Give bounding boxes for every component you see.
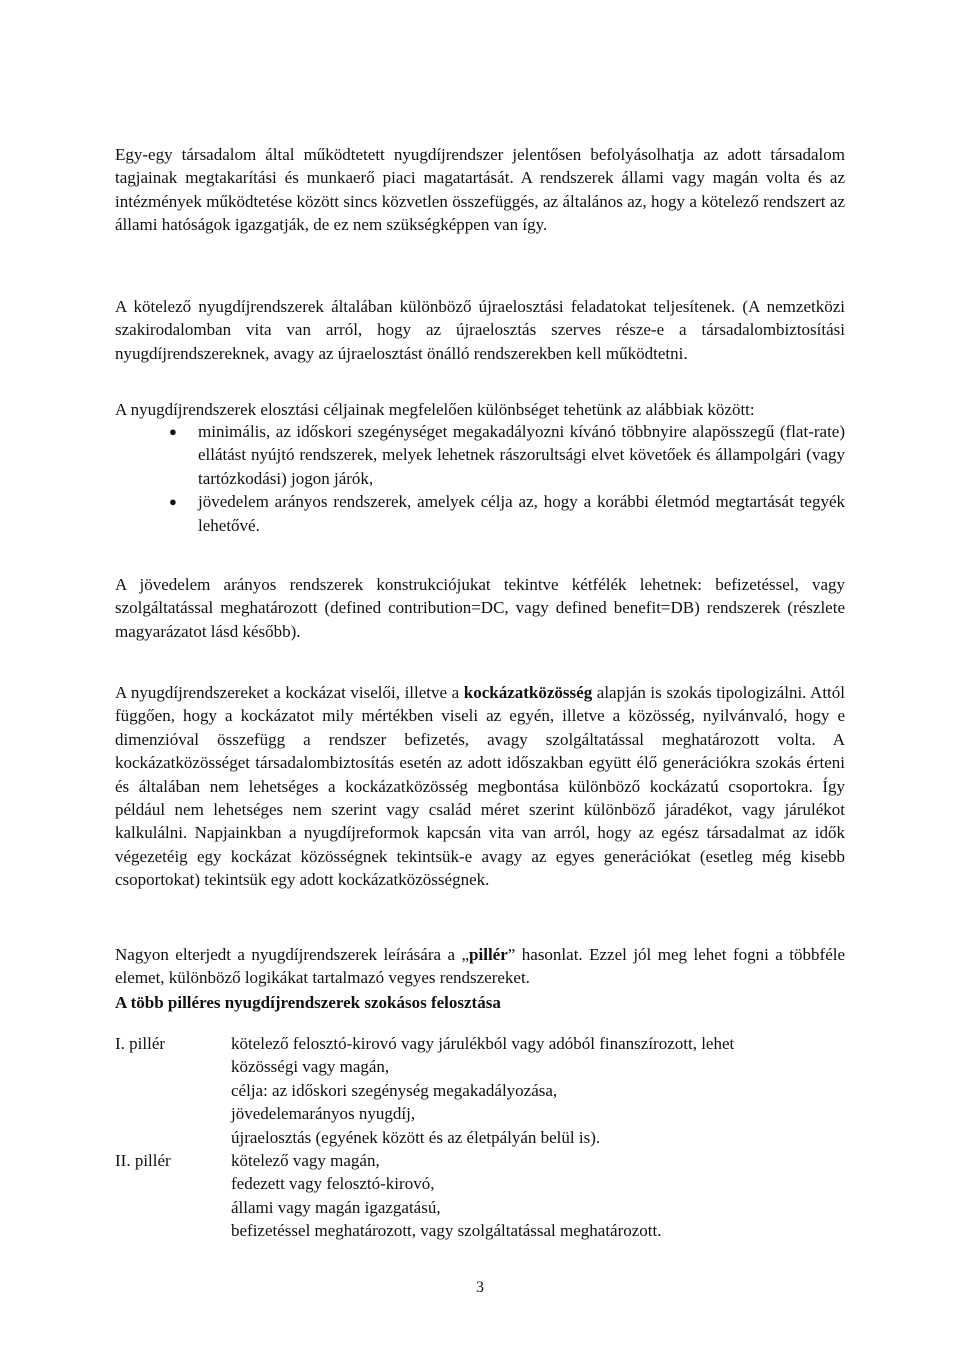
pillar-item-1: [115, 1032, 855, 1149]
bullet-text: jövedelem arányos rendszerek, amelyek célja az, hogy a korábbi életmód megtartását tegyék lehetővé.: [198, 492, 845, 535]
pillar-line: állami vagy magán igazgatású,: [231, 1197, 441, 1217]
pillar-line: jövedelemarányos nyugdíj,: [231, 1104, 416, 1124]
section-heading: A több pilléres nyugdíjrendszerek szokásos felosztása: [115, 993, 501, 1012]
pillar-line: közösségi vagy magán,: [231, 1057, 390, 1077]
text-segment: Nagyon elterjedt a nyugdíjrendszerek leírására a „: [115, 945, 470, 964]
pillar-line: kötelező vagy magán,: [231, 1151, 380, 1171]
pillar-label: I. pillér: [115, 1034, 166, 1053]
bold-term-risk-community: kockázatközösség: [463, 683, 593, 702]
paragraph-distribution-goals: A nyugdíjrendszerek elosztási céljainak megfelelően különbséget tehetünk az alábbiak között:: [115, 400, 755, 419]
bold-term-pillar: pillér: [469, 945, 508, 964]
pillar-line: célja: az időskori szegénység megakadályozása,: [231, 1080, 558, 1100]
bullet-icon: ●: [169, 494, 177, 510]
pillar-list: [115, 1032, 855, 1243]
bullet-icon: ●: [169, 424, 177, 439]
pillar-line: befizetéssel meghatározott, vagy szolgáltatással meghatározott.: [231, 1221, 662, 1241]
paragraph-pillar-analogy: [115, 943, 845, 990]
pillar-item-2: [115, 1149, 855, 1243]
paragraph-income-related: A jövedelem arányos rendszerek konstrukciójukat tekintve kétfélék lehetnek: befizetéssel, vagy szolgáltatással meghatározott (defined contribution=DC, vagy defined benefit=DB) rendszerek (részlete magyarázatot lásd később).: [115, 575, 845, 641]
pillar-description: [231, 1149, 855, 1243]
list-item: [115, 490, 845, 537]
list-item: [115, 420, 845, 490]
page-number: 3: [476, 1279, 484, 1296]
pillar-line: kötelező felosztó-kirovó vagy járulékból vagy adóból finanszírozott, lehet: [231, 1034, 735, 1053]
bullet-list: [115, 420, 845, 537]
paragraph-risk-community: [115, 681, 845, 892]
pillar-line: újraelosztás (egyének között és az életpályán belül is).: [231, 1127, 601, 1147]
pillar-label: II. pillér: [115, 1151, 171, 1171]
pillar-line: fedezett vagy felosztó-kirovó,: [231, 1174, 435, 1194]
paragraph-redistribution: A kötelező nyugdíjrendszerek általában különböző újraelosztási feladatokat teljesítenek. (A nemzetközi szakirodalomban vita van arról, hogy az újraelosztás szerves része-e a társadalombiztosítási nyugdíjrendszereknek, avagy az újraelosztást önálló rendszerekben kell működtetni.: [115, 297, 845, 363]
text-segment: alapján is szokás tipologizálni. Attól függően, hogy a kockázatot mily mértékben viseli az egyén, illetve a közösség, nyilvánvaló, hogy e dimenzióval összefügg a rendszer befizetés, avagy szolgáltatással meghatározott volta. A kockázatközösséget társadalombiztosítás esetén az adott időszakban együtt élő generációkra szokás érteni és általában nem lehetséges a kockázatközösség megbontása különböző kockázatú csoportokra. Így például nem lehetséges nem szerint vagy család méret szerint különböző járadékot, vagy járulékot kalkulálni. Napjainkban a nyugdíjreformok kapcsán vita van arról, hogy az egész társadalmat az idők végezetéig egy kockázat közösségnek tekintsük-e avagy az egyes generációkat (esetleg még kisebb csoportokat) tekintsük egy adott kockázatközösségnek.: [115, 683, 845, 890]
text-segment: A nyugdíjrendszereket a kockázat viselői, illetve a: [115, 683, 464, 702]
bullet-text: minimális, az időskori szegénységet megakadályozni kívánó többnyire alapösszegű (flat-rate) ellátást nyújtó rendszerek, melyek lehetnek rászorultsági elvet követőek és állampolgári (vagy tartózkodási) jogon járók,: [198, 422, 845, 488]
pillar-description: [231, 1032, 855, 1149]
text-segment: ” hasonlat. Ezzel jól meg lehet fogni a többféle elemet, különböző logikákat tartalmazó vegyes rendszereket.: [115, 945, 846, 988]
paragraph-pension-system-influence: Egy-egy társadalom által működtetett nyugdíjrendszer jelentősen befolyásolhatja az adott társadalom tagjainak megtakarítási és munkaerő piaci magatartását. A rendszerek állami vagy magán volta és az intézmények működtetése között sincs közvetlen összefüggés, az általános az, hogy a kötelező rendszert az állami hatóságok igazgatják, de ez nem szükségképpen van így.: [115, 145, 845, 235]
